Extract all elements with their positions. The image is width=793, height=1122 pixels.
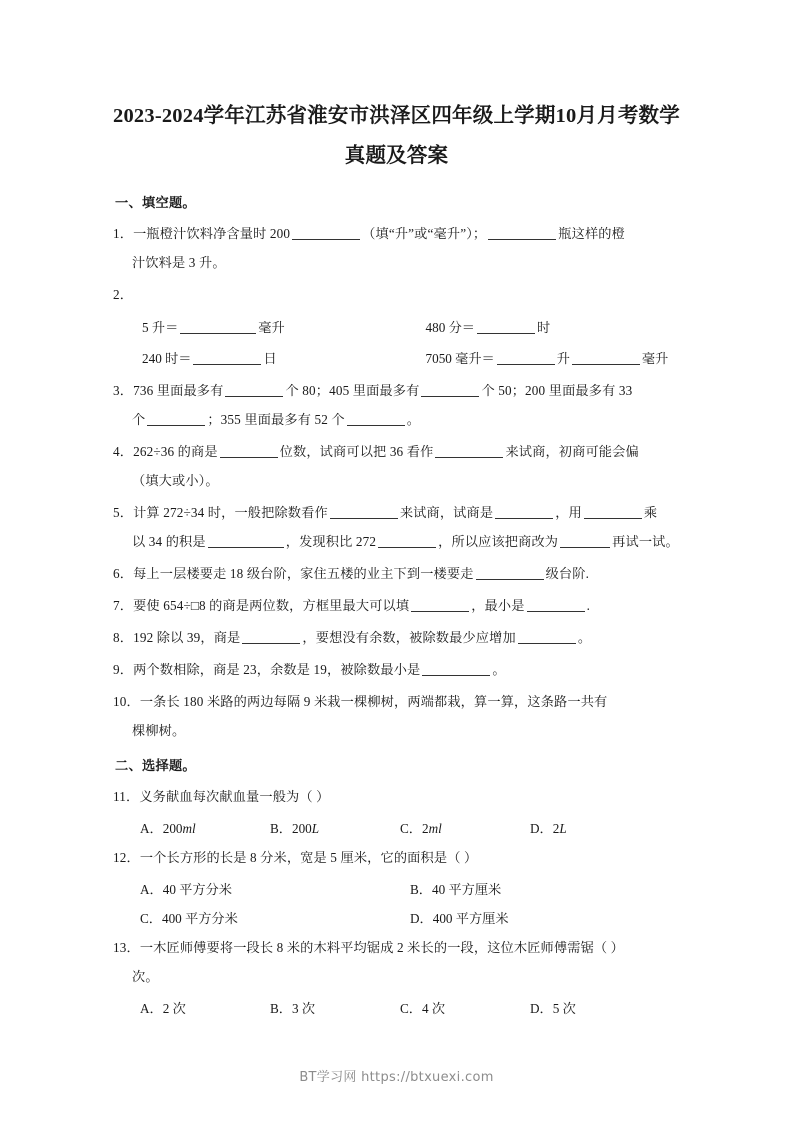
option-b[interactable] (270, 994, 400, 1023)
question-3-blank-2[interactable] (421, 382, 479, 397)
question-4 (113, 437, 680, 495)
question-3-text-a: 736 里面最多有 (133, 383, 224, 398)
option-letter: C． (400, 1001, 422, 1016)
option-letter: C． (400, 821, 422, 836)
question-5-text-a: 计算 272÷34 时，一般把除数看作 (133, 505, 328, 520)
question-2-conversion-grid (113, 312, 680, 374)
question-5-text-g: ，所以应该把商改为 (438, 534, 559, 549)
question-11 (113, 782, 680, 811)
question-10-line-1: 一条长 180 米路的两边每隔 9 米栽一棵柳树，两端都栽，算一算，这条路一共有 (139, 694, 608, 709)
question-9-blank-1[interactable] (422, 661, 490, 676)
question-1-line-2: 汁饮料是 3 升。 (132, 255, 226, 270)
option-value: 200 (162, 821, 183, 836)
question-7 (113, 591, 680, 620)
option-text: 2 次 (162, 1001, 186, 1016)
question-3-text-e: ；355 里面最多有 52 个 (207, 412, 345, 427)
question-1-number: 1． (113, 226, 134, 241)
question-5-blank-1[interactable] (330, 504, 398, 519)
conversion-label-before: 480 分＝ (425, 320, 475, 335)
option-d[interactable] (410, 904, 680, 933)
question-5-number: 5． (113, 505, 134, 520)
option-letter: C． (140, 911, 162, 926)
question-13-number: 13． (113, 940, 140, 955)
option-text: 4 次 (421, 1001, 446, 1016)
question-2-blank-3[interactable] (193, 350, 261, 365)
question-6-number: 6． (113, 566, 134, 581)
question-4-blank-2[interactable] (435, 443, 503, 458)
question-8-number: 8． (113, 630, 134, 645)
question-3-blank-3[interactable] (147, 411, 205, 426)
question-7-text-c: . (586, 598, 591, 613)
option-unit: L (311, 821, 320, 836)
question-12-options-row-2 (113, 904, 680, 933)
option-a[interactable] (140, 875, 410, 904)
option-letter: D． (530, 821, 553, 836)
option-letter: D． (530, 1001, 553, 1016)
question-8-text-a: 192 除以 39，商是 (133, 630, 241, 645)
conversion-cell-480min-to-hr (397, 312, 681, 343)
question-3 (113, 376, 680, 434)
question-7-text-a: 要使 654÷□8 的商是两位数，方框里最大可以填 (133, 598, 410, 613)
conversion-label-after: 毫升 (641, 351, 669, 366)
question-11-number: 11． (113, 789, 140, 804)
option-b[interactable] (270, 814, 400, 843)
question-3-blank-1[interactable] (225, 382, 283, 397)
question-12-options-row-1 (113, 875, 680, 904)
question-5-blank-4[interactable] (208, 533, 284, 548)
question-13-stem-line-2: 次。 (132, 969, 159, 984)
option-text: 400 平方分米 (161, 911, 238, 926)
question-9-text-a: 两个数相除，商是 23，余数是 19，被除数最小是 (133, 662, 421, 677)
conversion-cell-240hr-to-day (113, 343, 397, 374)
question-3-text-c: 个 50；200 里面最多有 33 (481, 383, 633, 398)
question-2-blank-5[interactable] (572, 350, 640, 365)
question-5 (113, 498, 680, 556)
page-title: 2023-2024学年江苏省淮安市洪泽区四年级上学期10月月考数学真题及答案 (113, 105, 680, 167)
question-1-blank-2[interactable] (488, 225, 556, 240)
question-12-number: 12． (113, 850, 140, 865)
question-5-blank-3[interactable] (584, 504, 642, 519)
option-value: 2 (552, 821, 560, 836)
question-7-blank-1[interactable] (411, 597, 469, 612)
question-5-text-f: ，发现积比 272 (285, 534, 377, 549)
option-letter: B． (270, 1001, 292, 1016)
question-9-text-b: 。 (492, 662, 506, 677)
question-3-text-f: 。 (406, 412, 421, 427)
question-10-line-2: 棵柳树。 (132, 723, 186, 738)
question-4-text-a: 262÷36 的商是 (133, 444, 218, 459)
question-3-number: 3． (113, 383, 134, 398)
question-4-blank-1[interactable] (220, 443, 278, 458)
footer-watermark: BT学习网 https://btxuexi.com (299, 1070, 494, 1085)
question-1-blank-1[interactable] (292, 225, 360, 240)
conversion-cell-5l-to-ml (113, 312, 397, 343)
option-text: 3 次 (291, 1001, 316, 1016)
question-1-text-a: 一瓶橙汁饮料净含量时 200 (133, 226, 291, 241)
question-11-stem: 义务献血每次献血量一般为（ ） (139, 789, 330, 804)
question-8-blank-1[interactable] (242, 629, 300, 644)
question-5-blank-5[interactable] (378, 533, 436, 548)
question-5-text-c: ，用 (555, 505, 582, 520)
option-value: 2 (421, 821, 429, 836)
conversion-label-before: 240 时＝ (142, 351, 192, 366)
question-8-blank-2[interactable] (518, 629, 576, 644)
option-c[interactable] (400, 994, 530, 1023)
question-4-number: 4． (113, 444, 134, 459)
question-7-number: 7． (113, 598, 134, 613)
option-text: 5 次 (552, 1001, 576, 1016)
question-4-line-2: （填大或小）。 (132, 473, 219, 488)
section-header-fill-in-blank: 一、填空题。 (115, 195, 196, 210)
question-6-blank-1[interactable] (476, 565, 544, 580)
question-10-number: 10． (113, 694, 140, 709)
question-1-text-b: （填“升”或“毫升”）； (362, 226, 487, 241)
conversion-label-before: 5 升＝ (142, 320, 179, 335)
question-1 (113, 219, 680, 277)
option-b[interactable] (410, 875, 680, 904)
question-3-text-d: 个 (132, 412, 146, 427)
option-letter: B． (410, 882, 432, 897)
option-value: 200 (291, 821, 312, 836)
option-letter: A． (140, 1001, 163, 1016)
conversion-cell-7050ml-to-l-ml (397, 343, 681, 374)
question-13-stem-line-1: 一木匠师傅要将一段长 8 米的木料平均锯成 2 米长的一段，这位木匠师傅需锯（ ） (139, 940, 625, 955)
option-unit: L (559, 821, 567, 836)
question-11-options (113, 814, 680, 843)
option-d[interactable] (530, 814, 660, 843)
option-a[interactable] (140, 814, 270, 843)
question-3-text-b: 个 80；405 里面最多有 (285, 383, 420, 398)
question-3-blank-4[interactable] (347, 411, 405, 426)
question-5-text-d: 乘 (643, 505, 658, 520)
question-5-text-e: 以 34 的积是 (132, 534, 206, 549)
question-8-text-b: ，要想没有余数，被除数最少应增加 (302, 630, 516, 645)
option-letter: B． (270, 821, 292, 836)
option-text: 40 平方厘米 (431, 882, 502, 897)
conversion-label-after: 毫升 (258, 320, 285, 335)
option-a[interactable] (140, 994, 270, 1023)
option-c[interactable] (400, 814, 530, 843)
question-7-text-b: ，最小是 (471, 598, 525, 613)
option-c[interactable] (140, 904, 410, 933)
option-text: 40 平方分米 (162, 882, 232, 897)
option-unit: ml (428, 821, 442, 836)
question-4-text-c: 来试商，初商可能会偏 (505, 444, 639, 459)
question-12 (113, 843, 680, 872)
option-letter: A． (140, 882, 163, 897)
question-12-stem: 一个长方形的长是 8 分米，宽是 5 厘米，它的面积是（ ） (139, 850, 478, 865)
question-9-number: 9． (113, 662, 134, 677)
option-letter: D． (410, 911, 433, 926)
question-6-text-b: 级台阶. (545, 566, 590, 581)
option-d[interactable] (530, 994, 660, 1023)
conversion-row (113, 312, 680, 343)
question-10 (113, 687, 680, 745)
conversion-label-after: 日 (263, 351, 277, 366)
question-9 (113, 655, 680, 684)
question-6-text-a: 每上一层楼要走 18 级台阶，家住五楼的业主下到一楼要走 (133, 566, 474, 581)
conversion-label-mid: 升 (556, 351, 570, 366)
conversion-row (113, 343, 680, 374)
question-13 (113, 933, 680, 991)
option-letter: A． (140, 821, 163, 836)
option-text: 400 平方厘米 (432, 911, 509, 926)
conversion-label-before: 7050 毫升＝ (425, 351, 495, 366)
question-8 (113, 623, 680, 652)
question-1-text-c: 瓶这样的橙 (558, 226, 625, 241)
question-5-text-b: 来试商，试商是 (399, 505, 494, 520)
section-header-multiple-choice: 二、选择题。 (115, 758, 196, 773)
question-8-text-c: 。 (577, 630, 592, 645)
question-2-number: 2． (113, 287, 134, 302)
question-13-options (113, 994, 680, 1023)
question-4-text-b: 位数，试商可以把 36 看作 (279, 444, 434, 459)
question-5-blank-6[interactable] (560, 533, 610, 548)
question-6 (113, 559, 680, 588)
conversion-label-after: 时 (536, 320, 551, 335)
question-5-blank-2[interactable] (495, 504, 553, 519)
option-unit: ml (182, 821, 196, 836)
question-7-blank-2[interactable] (527, 597, 585, 612)
question-2-blank-2[interactable] (477, 319, 535, 334)
question-2-blank-1[interactable] (180, 319, 256, 334)
question-2-blank-4[interactable] (497, 350, 555, 365)
question-2 (113, 280, 680, 309)
question-5-text-h: 再试一试。 (612, 534, 679, 549)
